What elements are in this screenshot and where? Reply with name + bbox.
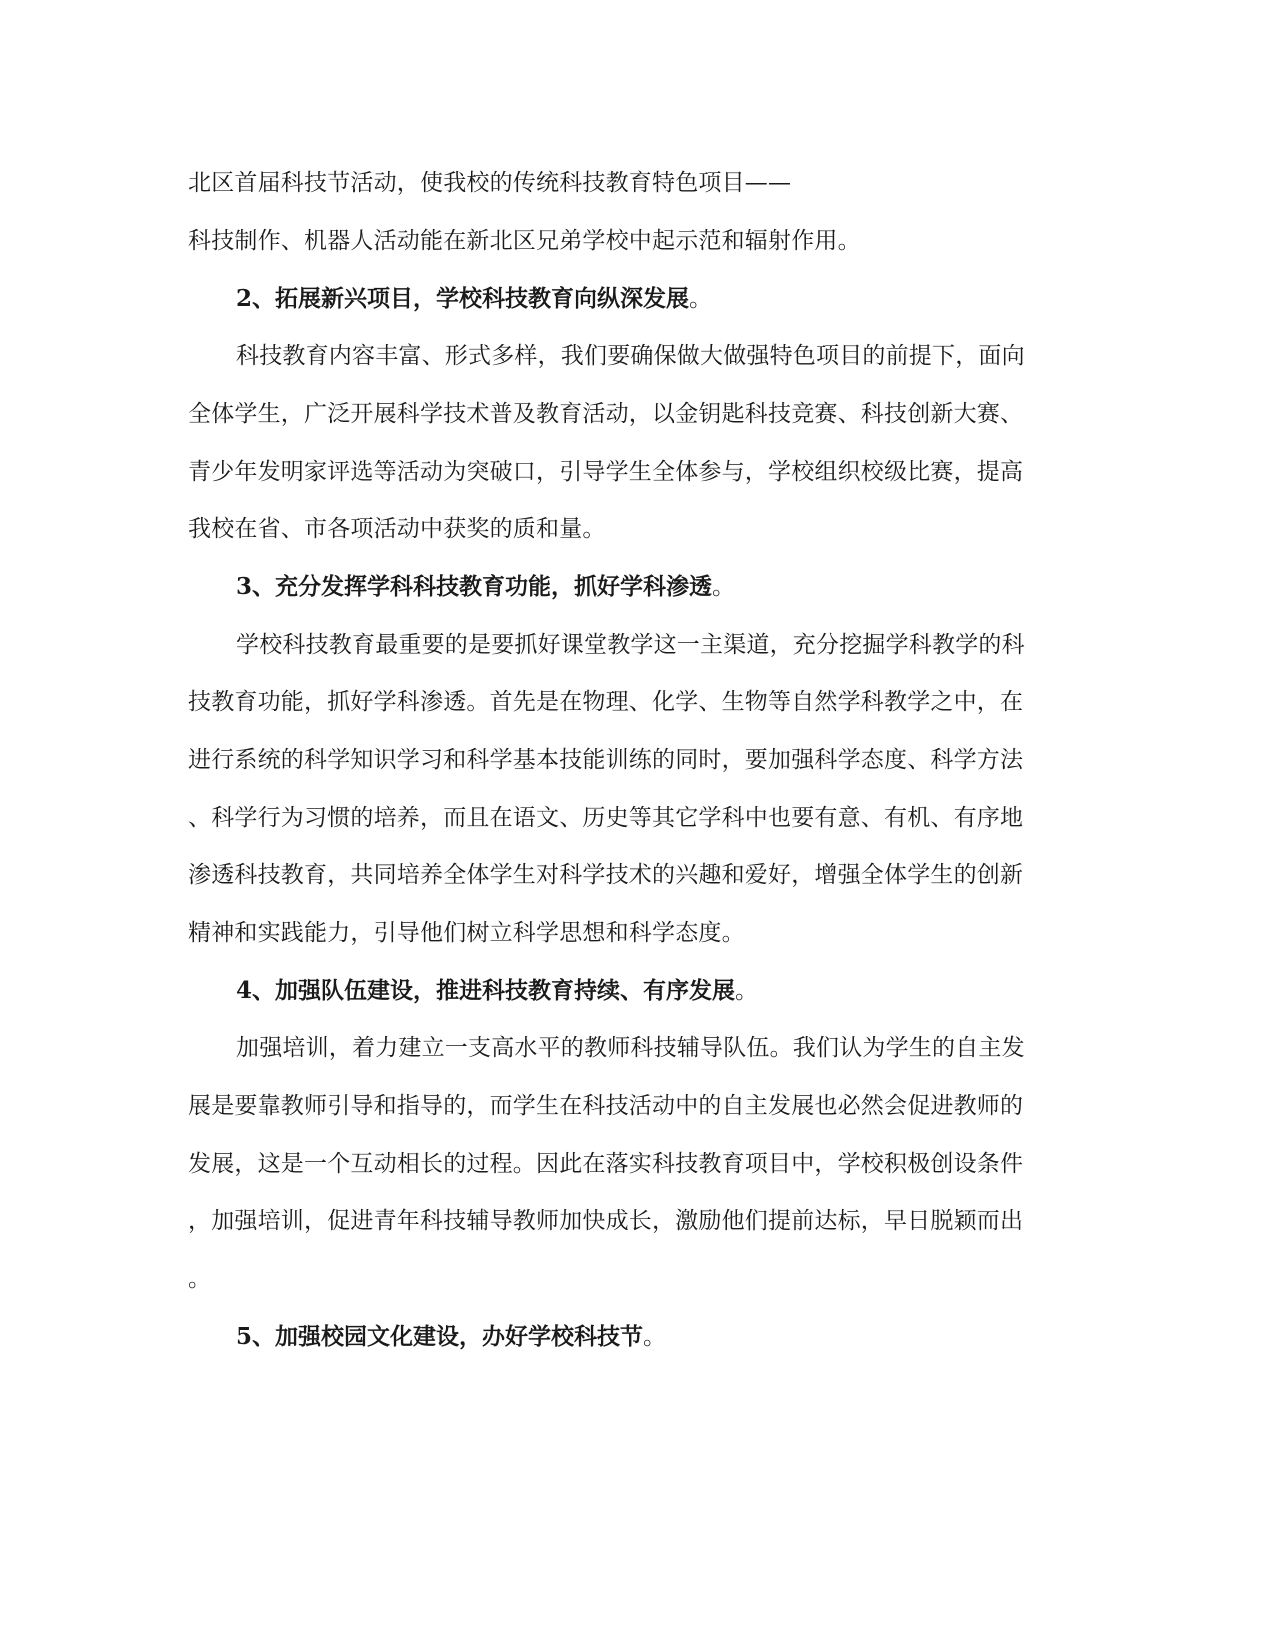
section-heading-3-end: 。	[712, 574, 736, 600]
section-heading-2-text: 2、拓展新兴项目，学校科技教育向纵深发展	[236, 285, 690, 312]
section-3-line-6: 精神和实践能力，引导他们树立科学思想和科学态度。	[188, 920, 745, 946]
section-2-line-4: 我校在省、市各项活动中获奖的质和量。	[188, 516, 606, 542]
section-heading-4	[236, 976, 1088, 1006]
section-4-line-4: ，加强培训，促进青年科技辅导教师加快成长，激励他们提前达标，早日脱颖而出	[188, 1208, 1024, 1234]
section-3-line-1: 学校科技教育最重要的是要抓好课堂教学这一主渠道，充分挖掘学科教学的科	[236, 632, 1025, 658]
section-heading-5-end: 。	[643, 1324, 667, 1350]
section-heading-2-end: 。	[689, 286, 713, 312]
section-heading-2	[236, 284, 1088, 314]
section-4-line-2: 展是要靠教师引导和指导的，而学生在科技活动中的自主发展也必然会促进教师的	[188, 1093, 1024, 1119]
section-2-line-3: 青少年发明家评选等活动为突破口，引导学生全体参与，学校组织校级比赛，提高	[188, 459, 1024, 485]
section-3-line-2: 技教育功能，抓好学科渗透。首先是在物理、化学、生物等自然学科教学之中，在	[188, 689, 1024, 715]
section-3-line-3: 进行系统的科学知识学习和科学基本技能训练的同时，要加强科学态度、科学方法	[188, 747, 1024, 773]
section-4-line-1: 加强培训，着力建立一支高水平的教师科技辅导队伍。我们认为学生的自主发	[236, 1035, 1025, 1061]
section-4-line-5: 。	[188, 1266, 212, 1292]
section-3-line-4: 、科学行为习惯的培养，而且在语文、历史等其它学科中也要有意、有机、有序地	[188, 805, 1024, 831]
section-heading-3-text: 3、充分发挥学科科技教育功能，抓好学科渗透	[236, 573, 713, 600]
section-2-line-1: 科技教育内容丰富、形式多样，我们要确保做大做强特色项目的前提下，面向	[236, 343, 1025, 369]
section-heading-4-text: 4、加强队伍建设，推进科技教育持续、有序发展	[236, 977, 736, 1004]
section-heading-5	[236, 1322, 1088, 1352]
section-heading-5-text: 5、加强校园文化建设，办好学校科技节	[236, 1323, 644, 1350]
intro-line-2: 科技制作、机器人活动能在新北区兄弟学校中起示范和辐射作用。	[188, 228, 861, 254]
section-3-line-5: 渗透科技教育，共同培养全体学生对科学技术的兴趣和爱好，增强全体学生的创新	[188, 862, 1024, 888]
section-heading-3	[236, 572, 1088, 602]
section-4-line-3: 发展，这是一个互动相长的过程。因此在落实科技教育项目中，学校积极创设条件	[188, 1151, 1024, 1177]
section-heading-4-end: 。	[735, 978, 759, 1004]
intro-line-1: 北区首届科技节活动，使我校的传统科技教育特色项目——	[188, 170, 792, 196]
section-2-line-2: 全体学生，广泛开展科学技术普及教育活动，以金钥匙科技竞赛、科技创新大赛、	[188, 401, 1024, 427]
